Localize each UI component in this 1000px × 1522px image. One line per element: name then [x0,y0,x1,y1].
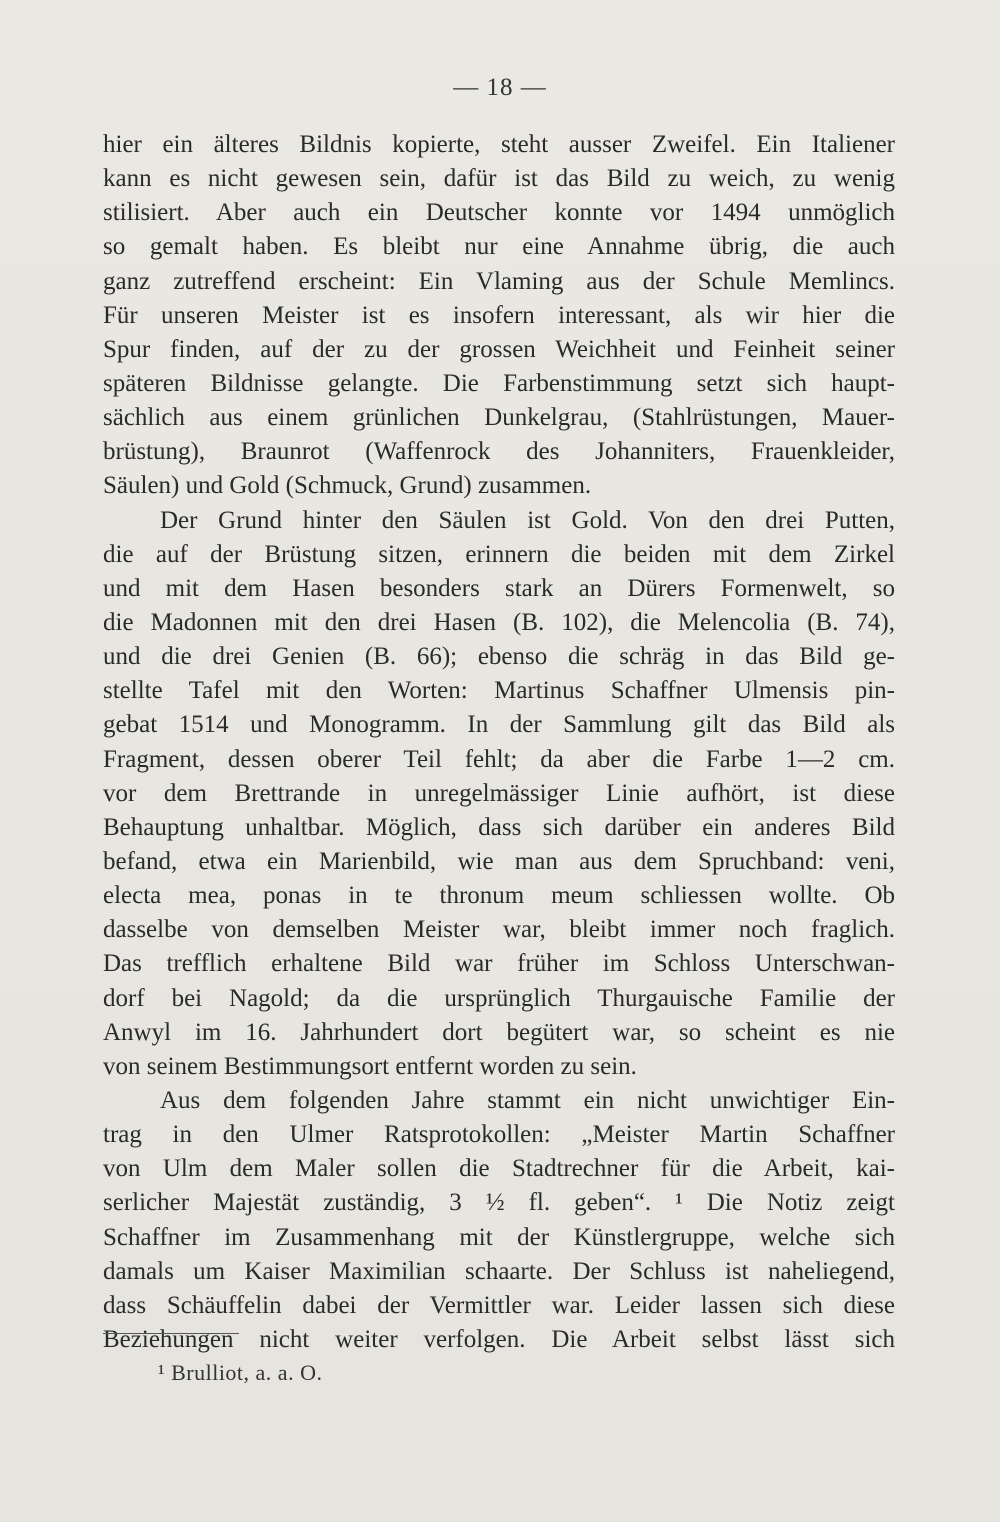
text-line: die auf der Brüstung sitzen, erinnern die beiden mit dem Zirkel [103,540,895,568]
text-line: stellte Tafel mit den Worten: Martinus Schaffner Ulmensis pin- [103,677,895,705]
page-number: — 18 — [453,74,547,101]
body-text [103,128,895,1357]
text-line: damals um Kaiser Maximilian schaarte. Der Schluss ist naheliegend, [103,1257,895,1285]
text-line: brüstung), Braunrot (Waffenrock des Johanniters, Frauenkleider, [103,438,895,466]
text-line: Der Grund hinter den Säulen ist Gold. Von den drei Putten, [160,506,895,534]
text-line: Fragment, dessen oberer Teil fehlt; da aber die Farbe 1—2 cm. [103,745,895,773]
text-line: die Madonnen mit den drei Hasen (B. 102), die Melencolia (B. 74), [103,608,895,636]
text-line: hier ein älteres Bildnis kopierte, steht ausser Zweifel. Ein Italiener [103,131,895,158]
text-line: Das trefflich erhaltene Bild war früher im Schloss Unterschwan- [103,950,895,978]
text-line: Spur finden, auf der zu der grossen Weichheit und Feinheit seiner [103,335,895,363]
text-line: kann es nicht gewesen sein, dafür ist das Bild zu weich, zu wenig [103,165,895,193]
text-line: so gemalt haben. Es bleibt nur eine Annahme übrig, die auch [103,233,895,261]
text-line: und mit dem Hasen besonders stark an Dürers Formenwelt, so [103,574,895,602]
text-line: von seinem Bestimmungsort entfernt worden zu sein. [103,1052,637,1080]
text-line: Beziehungen nicht weiter verfolgen. Die Arbeit selbst lässt sich [103,1325,895,1353]
text-line: sächlich aus einem grünlichen Dunkelgrau, (Stahlrüstungen, Mauer- [103,404,895,432]
text-line: und die drei Genien (B. 66); ebenso die schräg in das Bild ge- [103,643,895,671]
text-line: ganz zutreffend erscheint: Ein Vlaming aus der Schule Memlincs. [103,267,895,295]
text-line: serlicher Majestät zuständig, 3 ½ fl. geben“. ¹ Die Notiz zeigt [103,1189,895,1217]
text-line: Für unseren Meister ist es insofern interessant, als wir hier die [103,301,895,329]
text-line: Anwyl im 16. Jahrhundert dort begütert war, so scheint es nie [103,1018,895,1046]
text-line: stilisiert. Aber auch ein Deutscher konnte vor 1494 unmöglich [103,199,895,227]
text-line: Behauptung unhaltbar. Möglich, dass sich darüber ein anderes Bild [103,813,895,841]
footnote-divider [103,1333,239,1334]
text-line: späteren Bildnisse gelangte. Die Farbenstimmung setzt sich haupt- [103,369,895,397]
text-line: trag in den Ulmer Ratsprotokollen: „Meister Martin Schaffner [103,1121,895,1149]
text-line: dass Schäuffelin dabei der Vermittler war. Leider lassen sich diese [103,1291,895,1319]
text-line: Schaffner im Zusammenhang mit der Künstlergruppe, welche sich [103,1223,895,1251]
text-line: dasselbe von demselben Meister war, bleibt immer noch fraglich. [103,916,895,944]
text-line: befand, etwa ein Marienbild, wie man aus dem Spruchband: veni, [103,847,895,875]
text-line: vor dem Brettrande in unregelmässiger Linie aufhört, ist diese [103,779,895,807]
text-line: gebat 1514 und Monogramm. In der Sammlung gilt das Bild als [103,711,895,739]
text-line: Aus dem folgenden Jahre stammt ein nicht unwichtiger Ein- [160,1086,895,1114]
text-line: Säulen) und Gold (Schmuck, Grund) zusammen. [103,472,592,500]
text-line: dorf bei Nagold; da die ursprünglich Thurgauische Familie der [103,984,895,1012]
text-line: electa mea, ponas in te thronum meum schliessen wollte. Ob [103,882,895,910]
footnote: ¹ Brulliot, a. a. O. [158,1360,323,1385]
text-line: von Ulm dem Maler sollen die Stadtrechner für die Arbeit, kai- [103,1155,895,1183]
